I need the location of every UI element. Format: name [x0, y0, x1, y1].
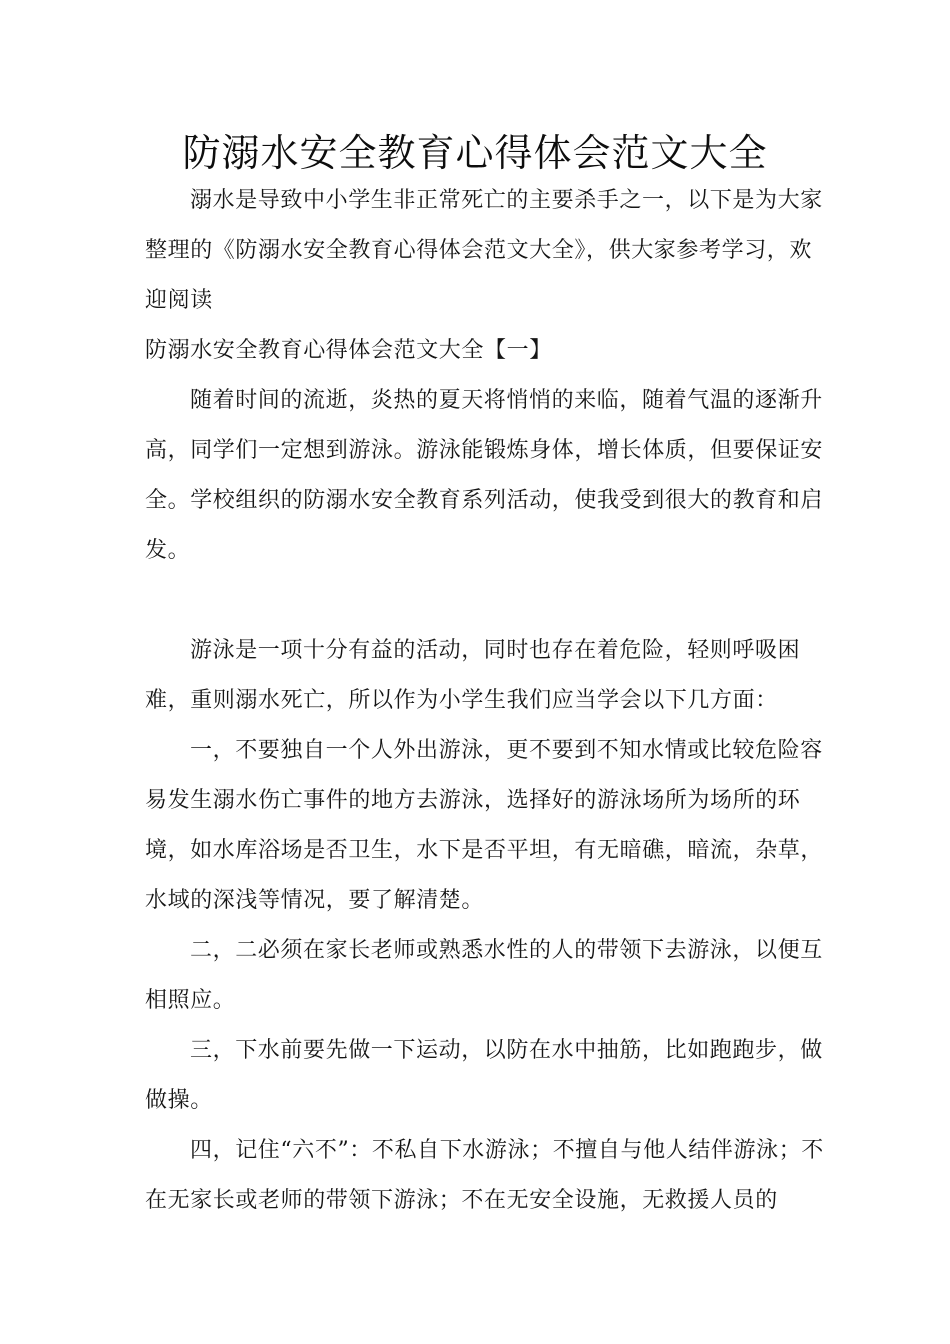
paragraph-2: 游泳是一项十分有益的活动，同时也存在着危险，轻则呼吸困难，重则溺水死亡，所以作为小学生我们应当学会以下几方面： — [145, 638, 801, 713]
section-heading: 防溺水安全教育心得体会范文大全【一】 — [145, 338, 552, 363]
paragraph-3: 一，不要独自一个人外出游泳，更不要到不知水情或比较危险容易发生溺水伤亡事件的地方去游泳，选择好的游泳场所为场所的环境，如水库浴场是否卫生，水下是否平坦，有无暗礁，暗流，杂草，水域的深浅等情况，要了解清楚。 — [145, 738, 824, 913]
paragraph-4: 二，二必须在家长老师或熟悉水性的人的带领下去游泳，以便互相照应。 — [145, 938, 823, 1013]
paragraph-5: 三，下水前要先做一下运动，以防在水中抽筋，比如跑跑步，做做操。 — [145, 1038, 823, 1113]
paragraph-6: 四，记住“六不”：不私自下水游泳；不擅自与他人结伴游泳；不在无家长或老师的带领下游泳；不在无安全设施，无救援人员的 — [145, 1138, 824, 1213]
document-body — [145, 176, 825, 1226]
intro-paragraph: 溺水是导致中小学生非正常死亡的主要杀手之一，以下是为大家整理的《防溺水安全教育心得体会范文大全》，供大家参考学习，欢迎阅读 — [145, 188, 823, 313]
document-title: 防溺水安全教育心得体会范文大全 — [182, 131, 768, 175]
blank-line — [145, 576, 825, 626]
paragraph-1: 随着时间的流逝，炎热的夏天将悄悄的来临，随着气温的逐渐升高，同学们一定想到游泳。游泳能锻炼身体，增长体质，但要保证安全。学校组织的防溺水安全教育系列活动，使我受到很大的教育和启发。 — [145, 388, 824, 563]
